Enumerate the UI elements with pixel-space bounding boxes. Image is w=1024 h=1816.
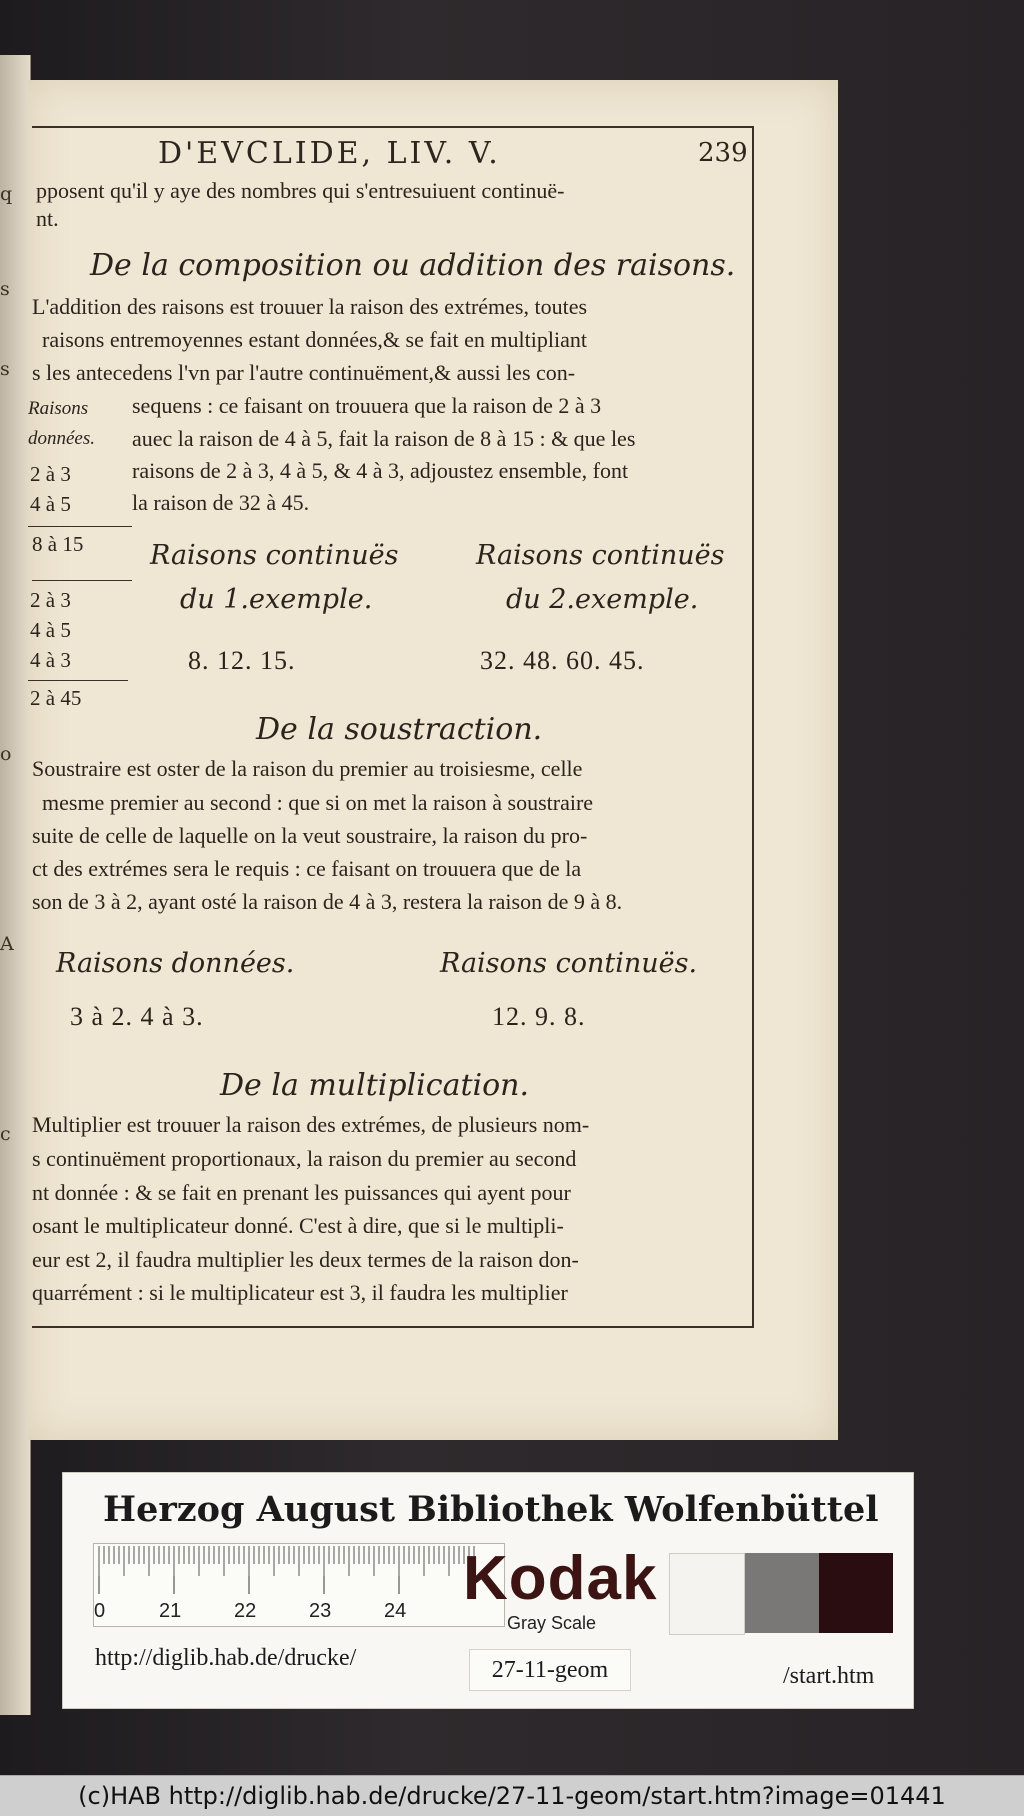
margin-rule xyxy=(28,680,128,681)
continued-ratios-label: Raisons continuës. xyxy=(440,948,698,979)
ruler-label: 24 xyxy=(384,1600,407,1622)
right-margin-rule xyxy=(752,126,754,1326)
gray-swatch-mid xyxy=(745,1553,819,1633)
composition-line-1: L'addition des raisons est trouuer la raison des extrémes, toutes xyxy=(32,294,588,319)
section-heading-soustraction: De la soustraction. xyxy=(256,712,543,747)
intro-line-2: nt. xyxy=(36,206,59,231)
example1-subtitle: du 1.exemple. xyxy=(180,584,373,615)
section-heading-multiplication: De la multiplication. xyxy=(220,1068,530,1103)
example1-numbers: 8. 12. 15. xyxy=(188,646,296,675)
composition-line-7: la raison de 32 à 45. xyxy=(132,490,310,515)
multiplication-line-6: quarrément : si le multiplicateur est 3, il faudra les multiplier xyxy=(32,1280,568,1305)
margin-label-raisons: Raisons xyxy=(28,398,89,419)
margin-pair: 2 à 3 xyxy=(30,462,71,486)
ruler-label: 23 xyxy=(309,1600,332,1622)
composition-line-5: auec la raison de 4 à 5, fait la raison de 8 à 15 : & que les xyxy=(132,426,636,451)
kodak-logo: Kodak xyxy=(463,1544,658,1613)
copyright-footer: (c)HAB http://diglib.hab.de/drucke/27-11-geom/start.htm?image=01441 xyxy=(0,1775,1024,1816)
running-header: D'EVCLIDE, LIV. V. xyxy=(158,136,501,171)
example2-label: Raisons continuës xyxy=(476,540,725,571)
soustraction-line-3: suite de celle de laquelle on la veut soustraire, la raison du pro- xyxy=(32,823,588,848)
url-identifier: 27-11-geom xyxy=(469,1649,631,1691)
gray-swatch-dark xyxy=(819,1553,893,1633)
multiplication-line-4: osant le multiplicateur donné. C'est à dire, que si le multipli- xyxy=(32,1213,564,1238)
given-ratios-label: Raisons données. xyxy=(56,948,295,979)
margin-pair: 2 à 3 xyxy=(30,588,71,612)
gray-scale-label: Gray Scale xyxy=(507,1613,597,1633)
composition-line-6: raisons de 2 à 3, 4 à 5, & 4 à 3, adjoustez ensemble, font xyxy=(132,458,629,483)
multiplication-line-5: eur est 2, il faudra multiplier les deux termes de la raison don- xyxy=(32,1247,579,1272)
ruler-label: 21 xyxy=(159,1600,182,1622)
example2-numbers: 32. 48. 60. 45. xyxy=(480,646,645,675)
composition-line-2: raisons entremoyennes estant données,& se fait en multipliant xyxy=(42,327,587,352)
gray-swatch-white xyxy=(669,1553,745,1635)
url-suffix: /start.htm xyxy=(783,1663,875,1689)
example2-subtitle: du 2.exemple. xyxy=(506,584,699,615)
multiplication-line-2: s continuëment proportionaux, la raison du premier au second xyxy=(32,1146,577,1171)
bottom-rule xyxy=(32,1326,754,1328)
margin-rule xyxy=(32,580,132,581)
soustraction-line-2: mesme premier au second : que si on met la raison à soustraire xyxy=(42,790,594,815)
library-name: Herzog August Bibliothek Wolfenbüttel xyxy=(103,1489,879,1530)
margin-pair: 2 à 45 xyxy=(30,686,82,710)
section-heading-composition: De la composition ou addition des raisons. xyxy=(90,248,736,283)
calibration-target xyxy=(62,1472,914,1709)
url-prefix: http://diglib.hab.de/drucke/ xyxy=(95,1645,357,1671)
margin-pair: 8 à 15 xyxy=(32,532,84,556)
margin-pair: 4 à 5 xyxy=(30,618,71,642)
margin-label-donnees: données. xyxy=(28,428,96,449)
margin-pair: 4 à 5 xyxy=(30,492,71,516)
ruler-label: 0 xyxy=(94,1600,106,1622)
given-ratios-values: 3 à 2. 4 à 3. xyxy=(70,1002,204,1031)
measurement-ruler xyxy=(93,1543,505,1627)
margin-rule xyxy=(28,526,132,527)
multiplication-line-1: Multiplier est trouuer la raison des extrémes, de plusieurs nom- xyxy=(32,1112,590,1137)
composition-line-3: s les antecedens l'vn par l'autre continuëment,& aussi les con- xyxy=(32,360,576,385)
example1-label: Raisons continuës xyxy=(150,540,399,571)
page-number: 239 xyxy=(698,138,748,168)
multiplication-line-3: nt donnée : & se fait en prenant les puissances qui ayent pour xyxy=(32,1180,571,1205)
soustraction-line-1: Soustraire est oster de la raison du premier au troisiesme, celle xyxy=(32,756,583,781)
ruler-label: 22 xyxy=(234,1600,257,1622)
soustraction-line-5: son de 3 à 2, ayant osté la raison de 4 à 3, restera la raison de 9 à 8. xyxy=(32,889,623,914)
book-page xyxy=(28,80,838,1440)
previous-page-edge xyxy=(0,55,31,1715)
continued-ratios-values: 12. 9. 8. xyxy=(492,1002,586,1031)
header-rule xyxy=(32,126,752,128)
previous-page-fragments: q s s o A c xyxy=(0,183,14,1145)
ruler-ticks xyxy=(94,1546,504,1596)
margin-pair: 4 à 3 xyxy=(30,648,71,672)
intro-line-1: pposent qu'il y aye des nombres qui s'entresuiuent continuë- xyxy=(36,178,565,203)
soustraction-line-4: ct des extrémes sera le requis : ce faisant on trouuera que de la xyxy=(32,856,582,881)
composition-line-4: sequens : ce faisant on trouuera que la raison de 2 à 3 xyxy=(132,393,602,418)
